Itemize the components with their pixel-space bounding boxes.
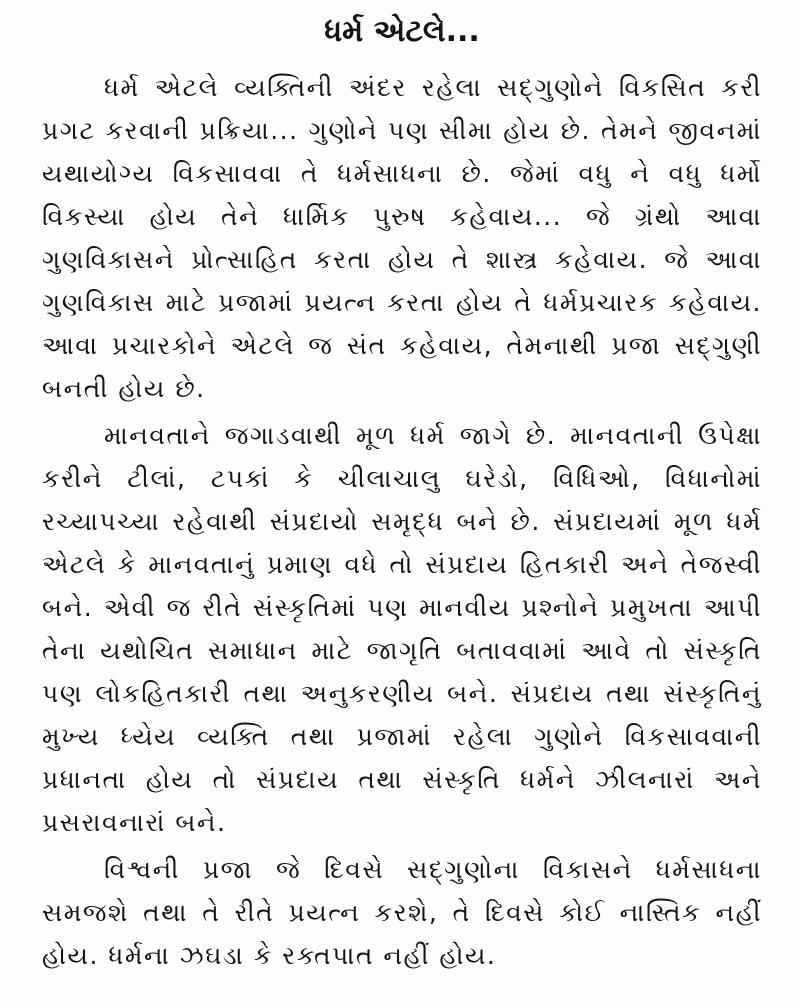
paragraph-3: વિશ્વની પ્રજા જે દિવસે સદ્‌ગુણોના વિકાસને ધર્મસાધના સમજશે તથા તે રીતે પ્રયત્ન કરશે, તે દિવસે કોઈ નાસ્તિક નહીં હોય. ધર્મના ઝઘડા કે રક્તપાત નહીં હોય. <box>42 855 762 970</box>
paragraph-1: ધર્મ એટલે વ્યક્તિની અંદર રહેલા સદ્‌ગુણોને વિકસિત કરી પ્રગટ કરવાની પ્રક્રિયા... ગુણોને પણ સીમા હોય છે. તેમને જીવનમાં યથાયોગ્ય વિકસાવવા તે ધર્મસાધના છે. જેમાં વધુ ને વધુ ધર્મો વિકસ્યા હોય તેને ધાર્મિક પુરુષ કહેવાય... જે ગ્રંથો આવા ગુણવિકાસને પ્રોત્સાહિત કરતા હોય તે શાસ્ત્ર કહેવાય. જે આવા ગુણવિકાસ માટે પ્રજામાં પ્રયત્ન કરતા હોય તે ધર્મપ્રચારક કહેવાય. આવા પ્રચારકોને એટલે જ સંત કહેવાય, તેમનાથી પ્રજા સદ્‌ગુણી બનતી હોય છે. <box>42 73 762 403</box>
paragraph-2: માનવતાને જગાડવાથી મૂળ ધર્મ જાગે છે. માનવતાની ઉપેક્ષા કરીને ટીલાં, ટપકાં કે ચીલાચાલુ ઘરેડો, વિધિઓ, વિધાનોમાં રચ્યાપચ્યા રહેવાથી સંપ્રદાયો સમૃદ્ધ બને છે. સંપ્રદાયમાં મૂળ ધર્મ એટલે કે માનવતાનું પ્રમાણ વધે તો સંપ્રદાય હિતકારી અને તેજસ્વી બને. એવી જ રીતે સંસ્કૃતિમાં પણ માનવીય પ્રશ્નોને પ્રમુખતા આપી તેના યથોચિત સમાધાન માટે જાગૃતિ બતાવવામાં આવે તો સંસ્કૃતિ પણ લોકહિતકારી તથા અનુકરણીય બને. સંપ્રદાય તથા સંસ્કૃતિનું મુખ્ય ધ્યેય વ્યક્તિ તથા પ્રજામાં રહેલા ગુણોને વિકસાવવાની પ્રધાનતા હોય તો સંપ્રદાય તથા સંસ્કૃતિ ધર્મને ઝીલનારાં અને પ્રસરાવનારાં બને. <box>42 421 762 837</box>
page-title: ધર્મ એટલે... <box>324 14 480 49</box>
